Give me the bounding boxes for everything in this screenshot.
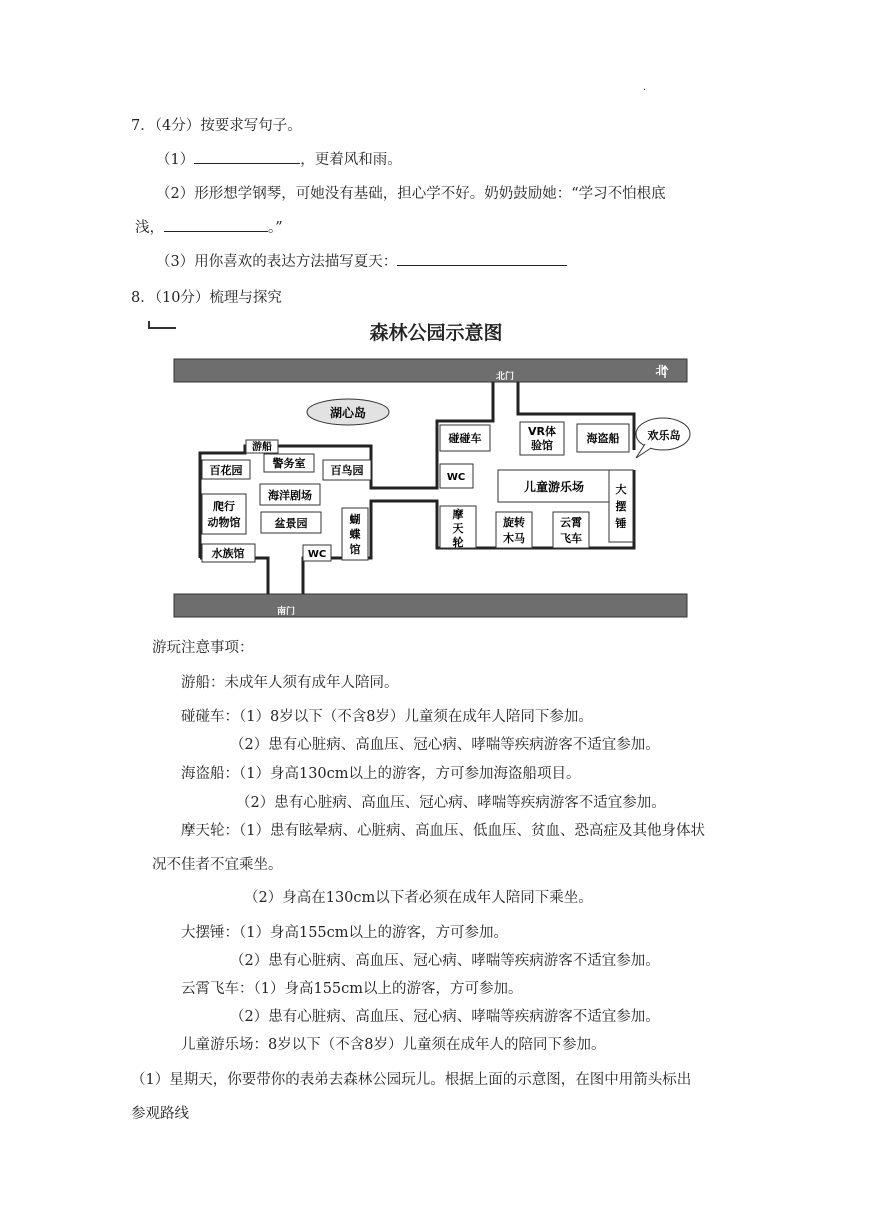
south-gate-label: 南门	[276, 607, 296, 617]
note-line: 海盗船：（1）身高130cm以上的游客，方可参加海盗船项目。	[181, 766, 581, 782]
reptile-label-1: 爬行	[213, 500, 235, 513]
skycar-label-2: 飞车	[560, 532, 582, 545]
q7-line2b-prefix: 浅，	[135, 220, 164, 236]
vr-label-1: VR体	[528, 425, 556, 438]
note-line: 儿童游乐场：8岁以下（不含8岁）儿童须在成年人的陪同下参加。	[181, 1037, 606, 1053]
ferris-label-3: 轮	[452, 536, 464, 549]
vr-label-2: 验馆	[531, 439, 553, 452]
note-line: 摩天轮：（1）患有眩晕病、心脏病、高血压、低血压、贫血、恐高症及其他身体状	[181, 823, 705, 839]
q7-line2b	[135, 216, 283, 237]
playground-label: 儿童游乐场	[523, 480, 585, 494]
ferris-label-1: 摩	[452, 508, 464, 521]
map-title: 森林公园示意图	[369, 322, 503, 344]
pirate-label: 海盗船	[586, 432, 620, 445]
butterfly-label-2: 蝶	[349, 528, 361, 541]
ocean-theater-label: 海洋剧场	[268, 489, 312, 502]
q7-line1-suffix: ，更着风和雨。	[300, 152, 402, 168]
bumper-label: 碰碰车	[448, 432, 482, 445]
notes-heading: 游玩注意事项：	[152, 640, 254, 656]
corner-mark	[149, 321, 176, 328]
south-road	[174, 594, 687, 617]
q7-line2b-suffix: 。”	[268, 220, 283, 236]
note-line: 碰碰车：（1）8岁以下（不含8岁）儿童须在成年人陪同下参加。	[181, 709, 593, 725]
q7-line1	[156, 148, 402, 169]
hundred-flowers-label: 百花园	[209, 464, 243, 477]
q7-line2a: （2）形形想学钢琴，可她没有基础，担心学不好。奶奶鼓励她：“学习不怕根底	[156, 186, 666, 202]
wc-left-label: WC	[307, 549, 327, 560]
note-line: 云霄飞车：（1）身高155cm以上的游客，方可参加。	[181, 981, 523, 997]
note-line: （2）患有心脏病、高血压、冠心病、哮喘等疾病游客不适宜参加。	[236, 795, 666, 811]
north-compass-label: 北	[655, 364, 667, 377]
left-area-border-bottom	[200, 558, 268, 594]
reptile-label-2: 动物馆	[207, 516, 241, 529]
q8-title: 8．（10分）梳理与探究	[131, 290, 282, 306]
hundred-birds-label: 百鸟园	[330, 464, 364, 477]
q7-line3	[156, 250, 567, 271]
skycar-label-1: 云霄	[560, 516, 582, 529]
q7-blank-1[interactable]	[194, 149, 300, 164]
note-line: （2）患有心脏病、高血压、冠心病、哮喘等疾病游客不适宜参加。	[230, 1009, 660, 1025]
note-line: （2）患有心脏病、高血压、冠心病、哮喘等疾病游客不适宜参加。	[230, 953, 660, 969]
q7-blank-2[interactable]	[164, 217, 268, 232]
q7-line1-prefix: （1）	[156, 152, 195, 168]
note-line: （2）患有心脏病、高血压、冠心病、哮喘等疾病游客不适宜参加。	[230, 737, 660, 753]
forest-park-map	[148, 316, 708, 620]
note-line: 大摆锤：（1）身高155cm以上的游客，方可参加。	[181, 925, 509, 941]
pendulum-label-3: 锤	[615, 517, 627, 530]
ferris-label-2: 天	[452, 522, 464, 535]
butterfly-label-1: 蝴	[349, 513, 361, 526]
note-line: 况不佳者不宜乘坐。	[152, 857, 283, 873]
carousel-label-2: 木马	[503, 532, 525, 545]
task1-line1: （1）星期天，你要带你的表弟去森林公园玩儿。根据上面的示意图，在图中用箭头标出	[131, 1072, 692, 1088]
q7-blank-3[interactable]	[397, 251, 567, 266]
task1-line2: 参观路线	[131, 1106, 189, 1122]
pendulum-label-2: 摆	[615, 500, 627, 513]
q7-title: 7．（4分）按要求写句子。	[131, 118, 302, 134]
aquarium-label: 水族馆	[211, 547, 245, 560]
q7-line3-text: （3）用你喜欢的表达方法描写夏天：	[156, 254, 398, 270]
carousel-label-1: 旋转	[503, 516, 525, 529]
lake-island-label: 湖心岛	[329, 406, 367, 420]
police-label: 警务室	[272, 457, 306, 470]
bonsai-label: 盆景园	[274, 517, 308, 530]
wc-right-label: WC	[446, 472, 466, 483]
happy-island-label: 欢乐岛	[647, 429, 681, 442]
butterfly-label-3: 馆	[349, 543, 361, 556]
north-road	[174, 359, 687, 382]
pendulum-label-1: 大	[615, 483, 627, 496]
note-line: 游船：未成年人须有成年人陪同。	[181, 675, 399, 691]
north-gate-label: 北门	[495, 372, 515, 382]
page-dot: .	[643, 82, 647, 93]
boat-label: 游船	[252, 442, 272, 453]
note-line: （2）身高在130cm以下者必须在成年人陪同下乘坐。	[244, 890, 593, 906]
